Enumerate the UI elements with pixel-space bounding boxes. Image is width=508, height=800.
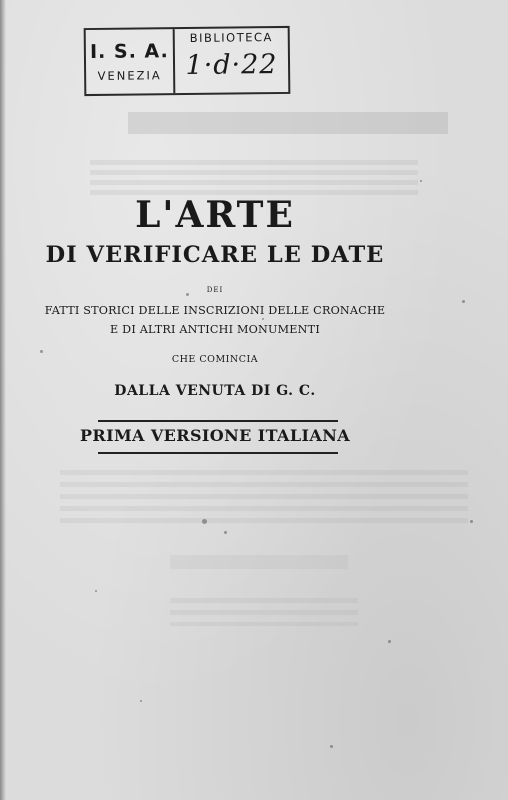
bleed-through-band xyxy=(0,598,508,626)
stamp-institution: I. S. A. xyxy=(89,40,169,64)
stamp-shelf-cell xyxy=(175,28,289,93)
title-line-2: DI VERIFICARE LE DATE xyxy=(45,242,385,268)
foxing-speck xyxy=(224,531,227,534)
stamp-institution-cell xyxy=(86,29,176,94)
bleed-through-band xyxy=(0,555,508,569)
foxing-speck xyxy=(202,519,207,524)
edition-label: PRIMA VERSIONE ITALIANA xyxy=(79,426,351,445)
foxing-speck xyxy=(95,590,97,592)
foxing-speck xyxy=(420,180,422,182)
stamp-library-label: BIBLIOTECA xyxy=(189,30,273,45)
foxing-speck xyxy=(388,640,391,643)
edition-rule-top xyxy=(98,420,338,422)
title-connector-dei: DEI xyxy=(206,286,224,294)
bleed-through-band xyxy=(0,470,508,530)
stamp-city: VENEZIA xyxy=(97,68,162,83)
foxing-speck xyxy=(140,700,142,702)
edition-rule-bottom xyxy=(98,452,338,454)
library-stamp xyxy=(84,26,291,96)
bleed-through-band xyxy=(0,112,508,134)
foxing-speck xyxy=(462,300,465,303)
foxing-speck xyxy=(330,745,333,748)
title-line-1: L'ARTE xyxy=(135,194,295,236)
che-comincia-text: CHE COMINCIA xyxy=(171,354,259,365)
foxing-speck xyxy=(470,520,473,523)
subtitle-line-1: FATTI STORICI DELLE INSCRIZIONI DELLE CRONACHE xyxy=(44,304,386,317)
stamp-shelfmark: 1·d·22 xyxy=(185,49,278,82)
subtitle-line-2: E DI ALTRI ANTICHI MONUMENTI xyxy=(110,323,320,336)
dalla-venuta-text: DALLA VENUTA DI G. C. xyxy=(114,383,316,399)
